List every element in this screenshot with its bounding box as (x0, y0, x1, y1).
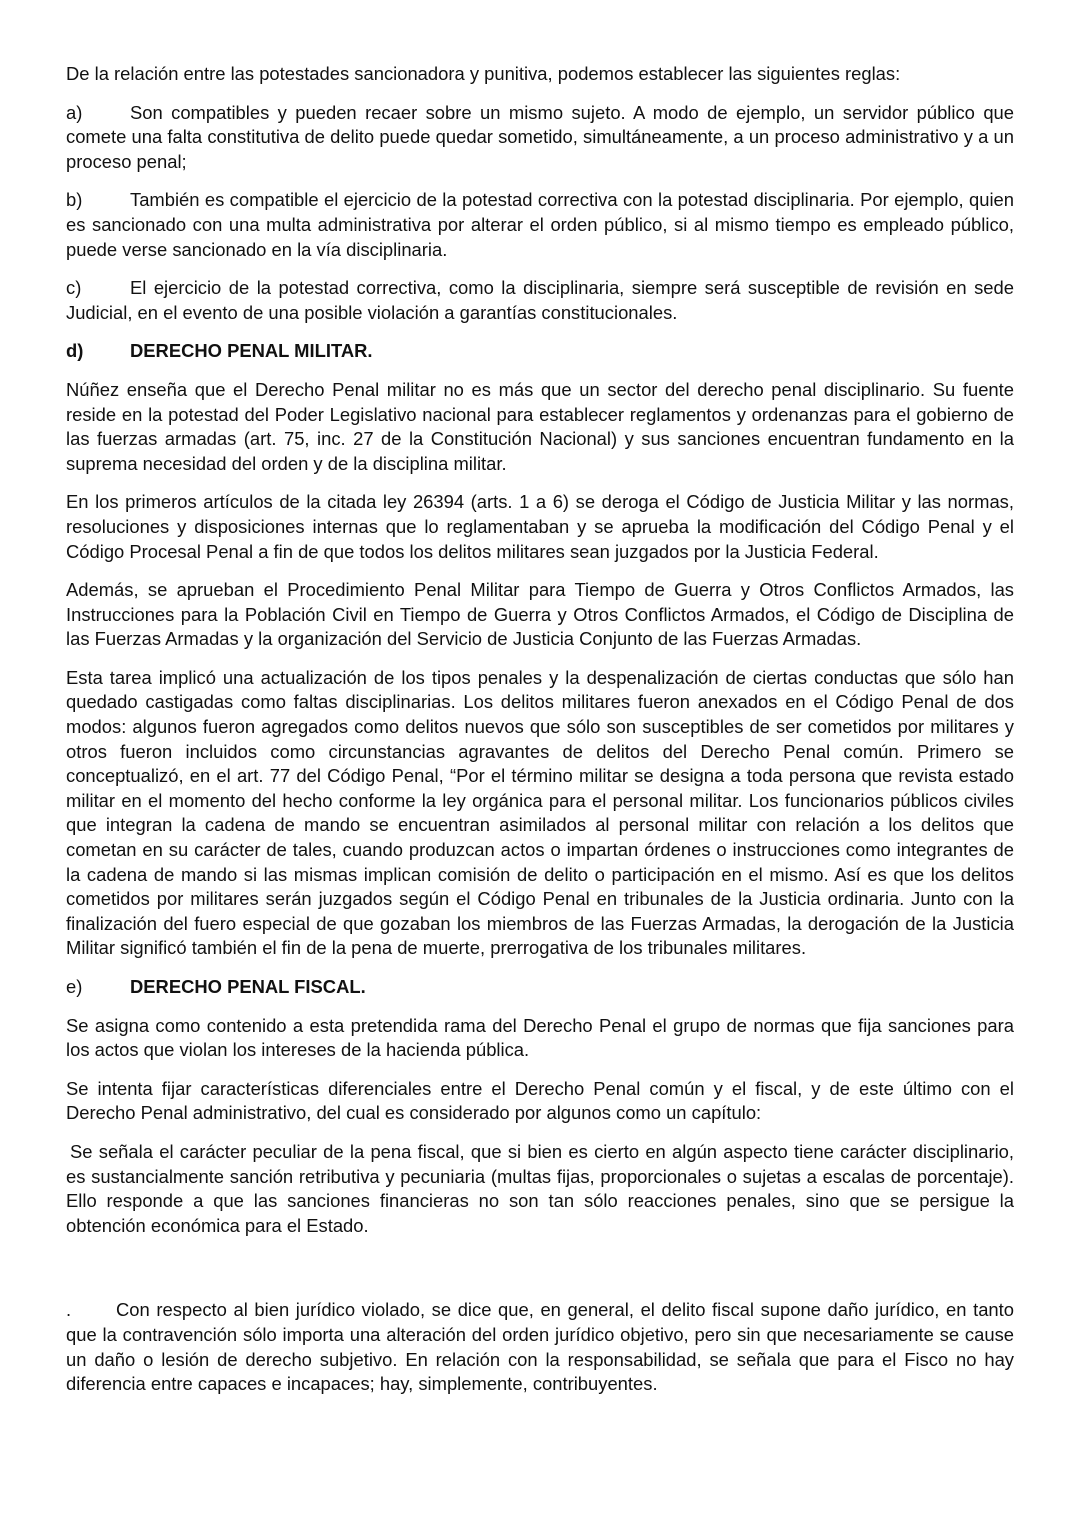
rule-a-label: a) (66, 101, 83, 123)
final-marker: . (66, 1299, 72, 1321)
rule-c-text: El ejercicio de la potestad correctiva, como la disciplinaria, siempre será susceptible de revisión en sede Judicial, en el evento de una posible violación a garantías constitucionales. (66, 277, 1014, 323)
rule-c (66, 276, 1014, 325)
section-e-paragraph: Se intenta fijar características diferenciales entre el Derecho Penal común y el fiscal, y de este último con el Derecho Penal administrativo, del cual es considerado por algunos como un capítulo: (66, 1077, 1014, 1124)
section-e-heading (66, 975, 1014, 1000)
rule-b-text: También es compatible el ejercicio de la potestad correctiva con la potestad disciplinaria. Por ejemplo, quien es sancionado con una multa administrativa por alterar el orden público, si al mismo tiempo es empleado público, puede verse sancionado en la vía disciplinaria. (66, 189, 1014, 260)
section-d-paragraph: Núñez enseña que el Derecho Penal militar no es más que un sector del derecho penal disciplinario. Su fuente reside en la potestad del Poder Legislativo nacional para establecer reglamentos y ordenanzas para el gobierno de las fuerzas armadas (art. 75, inc. 27 de la Constitución Nacional) y sus sanciones encuentran fundamento en la suprema necesidad del orden y de la disciplina militar. (66, 378, 1014, 474)
section-d-title: DERECHO PENAL MILITAR. (130, 340, 373, 362)
section-e-final-paragraph (66, 1298, 1014, 1396)
section-d-label: d) (66, 340, 84, 362)
section-d-paragraph: Además, se aprueban el Procedimiento Penal Militar para Tiempo de Guerra y Otros Conflictos Armados, las Instrucciones para la Población Civil en Tiempo de Guerra y Otros Conflictos Armados, el Código de Disciplina de las Fuerzas Armadas y la organización del Servicio de Justicia Conjunto de las Fuerzas Armadas. (66, 579, 1014, 650)
blank-space (66, 1252, 1014, 1298)
intro-paragraph: De la relación entre las potestades sancionadora y punitiva, podemos establecer las siguientes reglas: (66, 63, 901, 84)
section-e-label: e) (66, 976, 83, 997)
section-d-paragraph: En los primeros artículos de la citada ley 26394 (arts. 1 a 6) se deroga el Código de Justicia Militar y las normas, resoluciones y disposiciones internas que lo reglamentaban y se aprueba la modificación del Código Penal y el Código Procesal Penal a fin de que todos los delitos militares sean juzgados por la Justicia Federal. (66, 491, 1014, 562)
final-paragraph-text: Con respecto al bien jurídico violado, se dice que, en general, el delito fiscal supone daño jurídico, en tanto que la contravención sólo importa una alteración del orden jurídico objetivo, pero sin que necesariamente se cause un daño o lesión de derecho subjetivo. En relación con la responsabilidad, se señala que para el Fisco no hay diferencia entre capaces e incapaces; hay, simplemente, contribuyentes. (66, 1299, 1014, 1395)
rule-b (66, 188, 1014, 262)
rule-a (66, 101, 1014, 175)
section-e-title: DERECHO PENAL FISCAL. (130, 976, 366, 997)
section-d-heading (66, 339, 1014, 364)
rule-a-text: Son compatibles y pueden recaer sobre un mismo sujeto. A modo de ejemplo, un servidor público que comete una falta constitutiva de delito puede quedar sometido, simultáneamente, a un proceso administrativo y a un proceso penal; (66, 101, 1014, 172)
rule-b-label: b) (66, 189, 83, 211)
section-e-paragraph: Se asigna como contenido a esta pretendida rama del Derecho Penal el grupo de normas que fija sanciones para los actos que violan los intereses de la hacienda pública. (66, 1014, 1014, 1061)
rule-c-label: c) (66, 277, 82, 299)
section-d-paragraph: Esta tarea implicó una actualización de los tipos penales y la despenalización de ciertas conductas que sólo han quedado castigadas como faltas disciplinarias. Los delitos militares fueron anexados en el Código Penal de dos modos: algunos fueron agregados como delitos nuevos que sólo son susceptibles de ser cometidos por militares y otros fueron incluidos como circunstancias agravantes de delitos del Derecho Penal común. Primero se conceptualizó, en el art. 77 del Código Penal, “Por el término militar se designa a toda persona que revista estado militar en el momento del hecho conforme la ley orgánica para el personal militar. Los funcionarios públicos civiles que integran la cadena de mando se encuentran asimilados al personal militar con relación a los delitos que cometan en su carácter de tales, cuando produzcan actos o impartan órdenes o instrucciones como integrantes de la cadena de mando si las mismas implican comisión de delito o participación en el mismo. Así es que los delitos cometidos por militares serán juzgados según el Código Penal en tribunales de la Justicia ordinaria. Junto con la finalización del fuero especial de que gozaban los miembros de las Fuerzas Armadas, la derogación de la Justicia Militar significó también el fin de la pena de muerte, prerrogativa de los tribunales militares. (66, 666, 1014, 959)
section-e-paragraph: Se señala el carácter peculiar de la pena fiscal, que si bien es cierto en algún aspecto tiene carácter disciplinario, es sustancialmente sanción retributiva y pecuniaria (multas fijas, proporcionales o sujetas a escalas de porcentaje). Ello responde a que las sanciones financieras no son tan sólo reacciones penales, sino que se persigue la obtención económica para el Estado. (66, 1140, 1014, 1236)
